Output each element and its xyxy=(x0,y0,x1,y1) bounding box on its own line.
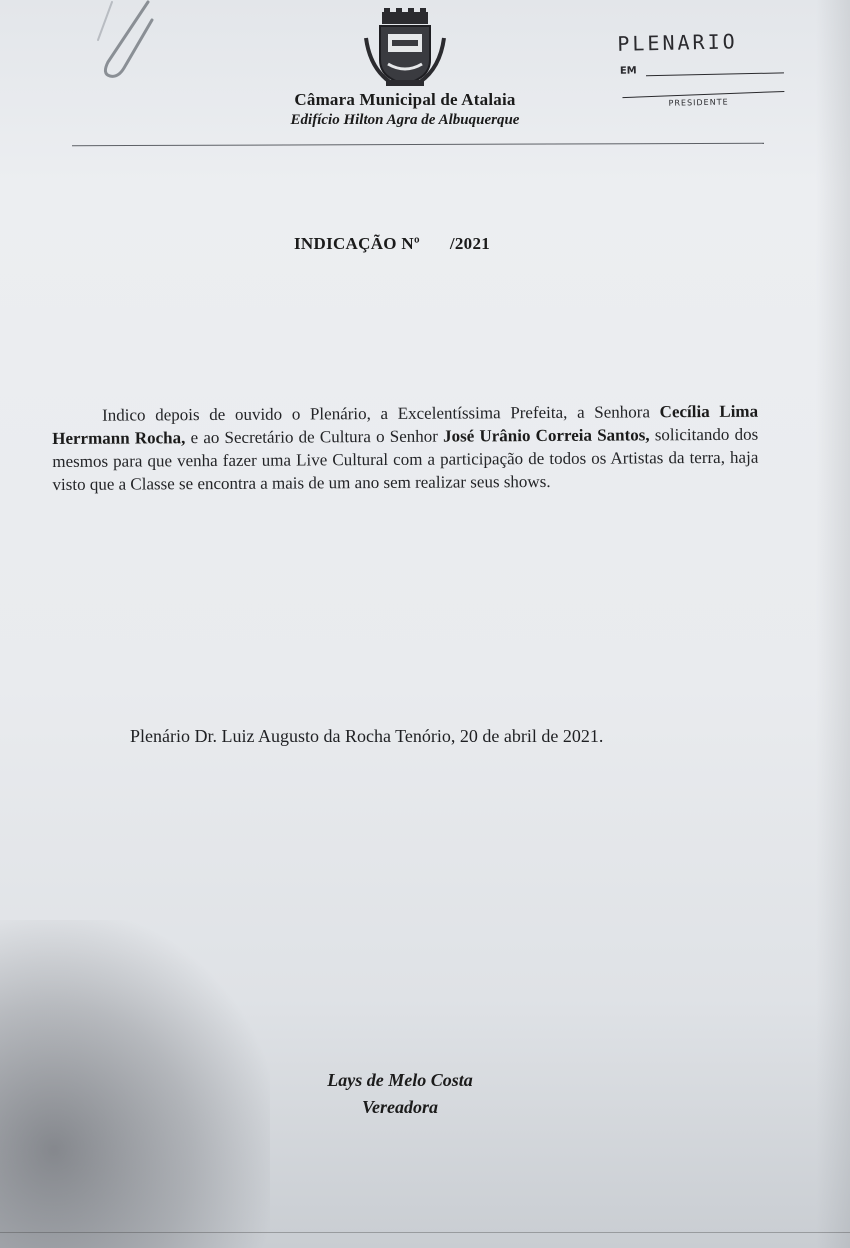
place-date: Plenário Dr. Luiz Augusto da Rocha Tenório, 20 de abril de 2021. xyxy=(130,726,604,746)
institution-name: Câmara Municipal de Atalaia xyxy=(294,90,516,109)
body-name-secretario: José Urânio Correia Santos, xyxy=(443,425,650,446)
signatory-role: Vereadora xyxy=(362,1097,438,1117)
municipal-crest-icon xyxy=(360,8,450,88)
signatory-name: Lays de Melo Costa xyxy=(327,1070,473,1090)
body-name-prefeita: Cecília Lima Herrmann Rocha, xyxy=(52,401,759,448)
page-bottom-edge xyxy=(0,1232,850,1233)
body-part-1: Indico depois de ouvido o Plenário, a Excelentíssima Prefeita, a Senhora xyxy=(102,402,660,425)
page-edge-shade xyxy=(816,0,850,1248)
building-name: Edifício Hilton Agra de Albuquerque xyxy=(290,112,520,128)
body-part-2: e ao Secretário de Cultura o Senhor xyxy=(185,426,444,448)
paperclip-icon xyxy=(90,0,160,80)
stamp-date-line xyxy=(646,72,784,76)
title-prefix: INDICAÇÃO Nº xyxy=(294,234,420,253)
stamp-president-label: PRESIDENTE xyxy=(668,97,729,108)
body-part-3: solicitando dos mesmos para que venha fazer uma Live Cultural com a participação de todos os Artistas da terra, haja visto que a Classe se encontra a mais de um ano sem realizar seus shows. xyxy=(52,424,759,494)
document-title xyxy=(294,234,490,254)
title-year: /2021 xyxy=(449,234,491,253)
stamp-em-label: EM xyxy=(619,65,637,77)
stamp-title: PLENARIO xyxy=(617,29,738,56)
plenario-stamp xyxy=(615,28,797,122)
photo-shadow xyxy=(0,920,270,1248)
header-divider xyxy=(72,143,764,146)
document-body xyxy=(52,400,759,496)
